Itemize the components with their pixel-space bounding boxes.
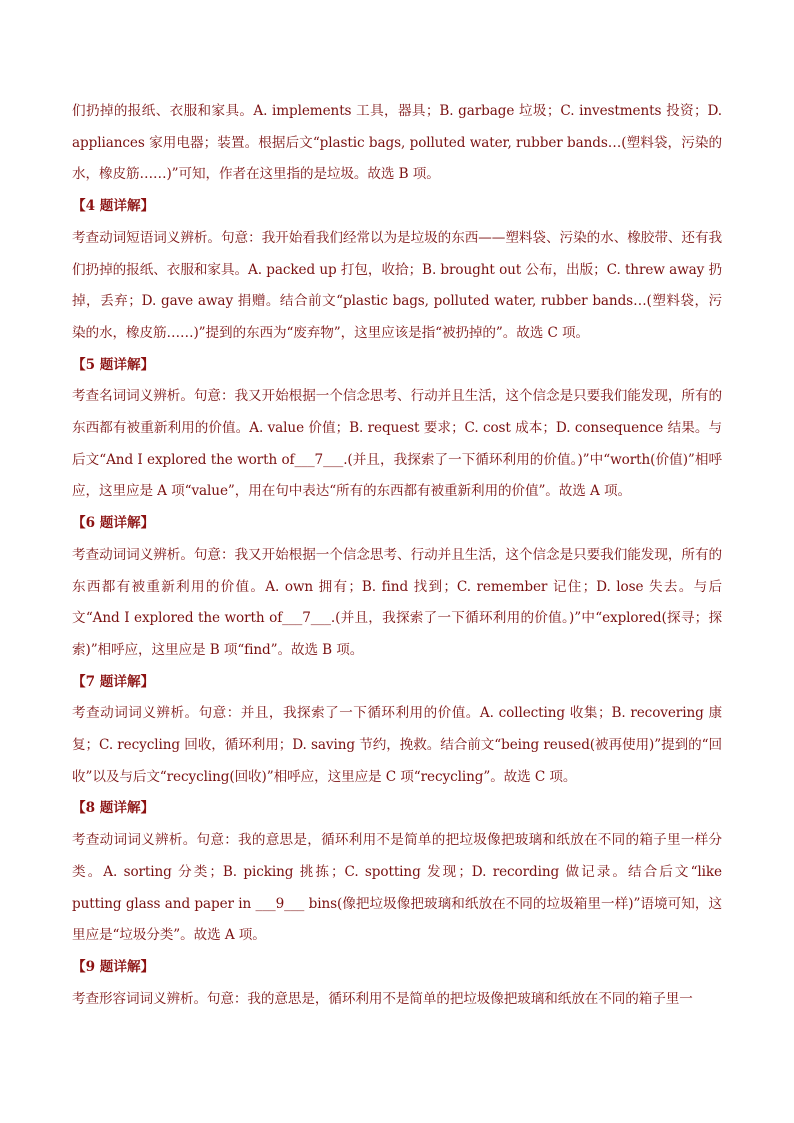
document-page xyxy=(72,96,722,1015)
paragraph-q8: 考查动词词义辨析。句意：我的意思是，循环利用不是简单的把垃圾像把玻璃和纸放在不同的箱子里一样分类。A. sorting 分类；B. picking 挑拣；C. spotting 发现；D. recording 做记录。结合后文“like putting glass and paper in ___9___ bins(像把垃圾像把玻璃和纸放在不同的垃圾箱里一样)”语境可知，这里应是“垃圾分类”。故选 A 项。 xyxy=(72,832,722,944)
paragraph-q6: 考查动词词义辨析。句意：我又开始根据一个信念思考、行动并且生活，这个信念是只要我们能发现，所有的东西都有被重新利用的价值。A. own 拥有；B. find 找到；C. remember 记住；D. lose 失去。与后文“And I explored the worth of___7___.(并且，我探索了一下循环利用的价值。)”中“explored(探寻；探索)”相呼应，这里应是 B 项“find”。故选 B 项。 xyxy=(72,546,722,658)
heading-q6: 【6 题详解】 xyxy=(72,515,155,532)
heading-q7: 【7 题详解】 xyxy=(72,673,155,690)
paragraph-q7: 考查动词词义辨析。句意：并且，我探索了一下循环利用的价值。A. collecting 收集；B. recovering 康复；C. recycling 回收，循环利用；D. saving 节约，挽救。结合前文“being reused(被再使用)”提到的“回收”以及与后文“recycling(回收)”相呼应，这里应是 C 项“recycling”。故选 C 项。 xyxy=(72,705,722,785)
paragraph-q5: 考查名词词义辨析。句意：我又开始根据一个信念思考、行动并且生活，这个信念是只要我们能发现，所有的东西都有被重新利用的价值。A. value 价值；B. request 要求；C. cost 成本；D. consequence 结果。与后文“And I explored the worth of___7___.(并且，我探索了一下循环利用的价值。)”中“worth(价值)”相呼应，这里应是 A 项“value”，用在句中表达“所有的东西都有被重新利用的价值”。故选 A 项。 xyxy=(72,388,722,500)
heading-q9: 【9 题详解】 xyxy=(72,958,155,975)
paragraph-q9: 考查形容词词义辨析。句意：我的意思是，循环利用不是简单的把垃圾像把玻璃和纸放在不同的箱子里一 xyxy=(72,990,693,1007)
paragraph-q4: 考查动词短语词义辨析。句意：我开始看我们经常以为是垃圾的东西——塑料袋、污染的水、橡胶带、还有我们扔掉的报纸、衣服和家具。A. packed up 打包，收拾；B. brought out 公布，出版；C. threw away 扔掉，丢弃；D. gave away 捐赠。结合前文“plastic bags, polluted water, rubber bands…(塑料袋，污染的水，橡皮筋……)”提到的东西为“废弃物”，这里应该是指“被扔掉的”。故选 C 项。 xyxy=(72,229,722,341)
heading-q8: 【8 题详解】 xyxy=(72,800,155,817)
heading-q5: 【5 题详解】 xyxy=(72,356,155,373)
heading-q4: 【4 题详解】 xyxy=(72,198,155,215)
paragraph-q3-continued: 们扔掉的报纸、衣服和家具。A. implements 工具，器具；B. garbage 垃圾；C. investments 投资；D. appliances 家用电器；装置。根据后文“plastic bags, polluted water, rubber bands…(塑料袋，污染的水，橡皮筋……)”可知，作者在这里指的是垃圾。故选 B 项。 xyxy=(72,103,722,183)
